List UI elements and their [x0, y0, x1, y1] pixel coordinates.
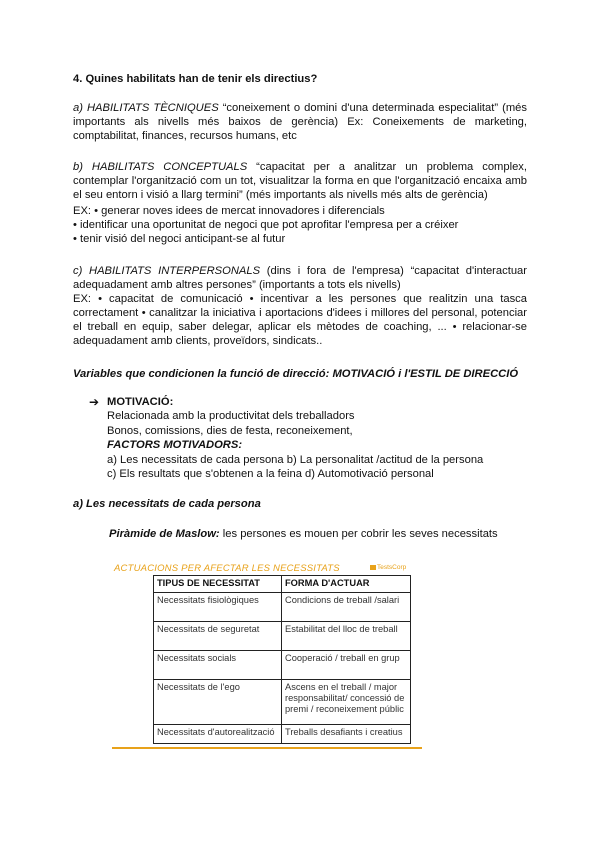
- necessitats-title: a) Les necessitats de cada persona: [73, 498, 261, 510]
- table-header-forma: FORMA D'ACTUAR: [282, 576, 411, 593]
- factors-line-1: a) Les necessitats de cada persona b) La personalitat /actitud de la persona: [107, 454, 484, 466]
- table-row: [154, 593, 411, 622]
- variables-title: Variables que condicionen la funció de direcció: MOTIVACIÓ i l'ESTIL DE DIRECCIÓ: [73, 368, 519, 380]
- table-cell: Condicions de treball /salari: [282, 593, 411, 622]
- logo: [370, 564, 406, 571]
- table-cell: Necessitats de l'ego: [154, 680, 282, 725]
- maslow-table-figure: [112, 563, 422, 749]
- habilitats-tecniques-label: a) HABILITATS TÈCNIQUES: [73, 102, 219, 114]
- table-caption: ACTUACIONS PER AFECTAR LES NECESSITATS: [114, 563, 340, 574]
- habilitats-interpersonals-text: (dins i fora de l'empresa) “capacitat d'interactuar adequadament amb altres persones” (importants a tots els nivells): [73, 265, 527, 291]
- maslow-text: les persones es mouen per cobrir les seves necessitats: [219, 528, 498, 540]
- table-row: [154, 680, 411, 725]
- table-row: [154, 725, 411, 744]
- habilitats-interpersonals: [73, 264, 527, 292]
- factors-heading: FACTORS MOTIVADORS:: [107, 439, 243, 451]
- habilitats-conceptuals-text: “capacitat per a analitzar un problema complex, contemplar l'organització com un tot, visualitzar la forma en que l'organització encaixa amb el seu entorn i visió a llarg termini” (més importants als nivells més alts de gerència): [73, 161, 527, 201]
- conceptuals-bullet-2: • tenir visió del negoci anticipant-se al futur: [73, 233, 286, 245]
- conceptuals-example: EX: • generar noves idees de mercat innovadores i diferencials: [73, 205, 385, 217]
- motivacio-line-1: Relacionada amb la productivitat dels treballadors: [107, 410, 355, 422]
- arrow-icon: ➔: [89, 395, 100, 409]
- maslow-label: Piràmide de Maslow:: [109, 528, 220, 540]
- motivacio-heading: MOTIVACIÓ:: [107, 396, 174, 408]
- table-cell: Ascens en el treball / major responsabilitat/ concessió de premi / reconeixement públic: [282, 680, 411, 725]
- table-header-tipus: TIPUS DE NECESSITAT: [154, 576, 282, 593]
- table-cell: Necessitats fisiològiques: [154, 593, 282, 622]
- motivacio-line-2: Bonos, comissions, dies de festa, reconeixement,: [107, 425, 353, 437]
- habilitats-conceptuals: [73, 160, 527, 202]
- table-cell: Necessitats socials: [154, 651, 282, 680]
- table-row: [154, 622, 411, 651]
- table-cell: Treballs desafiants i creatius: [282, 725, 411, 744]
- habilitats-interpersonals-label: c) HABILITATS INTERPERSONALS: [73, 265, 261, 277]
- table-cell: Necessitats d'autorealització: [154, 725, 282, 744]
- question-title: 4. Quines habilitats han de tenir els directius?: [73, 73, 318, 85]
- habilitats-conceptuals-label: b) HABILITATS CONCEPTUALS: [73, 161, 248, 173]
- interpersonals-example: EX: • capacitat de comunicació • incentivar a les persones que realitzin una tasca correctament • canalitzar la iniciativa i aportacions d'idees i millores del personal, potenciar el treball en equip, saber delegar, aplicar els mètodes de coaching, ... • relacionar-se adequadament amb clients, proveïdors, sindicats..: [73, 293, 527, 347]
- logo-icon: [370, 565, 376, 570]
- table-cell: Cooperació / treball en grup: [282, 651, 411, 680]
- factors-line-2: c) Els resultats que s'obtenen a la feina d) Automotivació personal: [107, 468, 434, 480]
- logo-text: TestsCorp: [377, 564, 407, 571]
- maslow-line: [109, 527, 498, 542]
- table-cell: Estabilitat del lloc de treball: [282, 622, 411, 651]
- habilitats-tecniques: [73, 101, 527, 143]
- table-row: [154, 651, 411, 680]
- habilitats-tecniques-text: “coneixement o domini d'una determinada especialitat” (més importants als nivells més baixos de gerència) Ex: Coneixements de marketing, comptabilitat, finances, recursos humans, etc: [73, 102, 527, 142]
- conceptuals-bullet-1: • identificar una oportunitat de negoci que pot aprofitar l'empresa per a créixer: [73, 219, 459, 231]
- table-bottom-rule: [112, 747, 422, 749]
- maslow-table: [153, 575, 411, 744]
- table-cell: Necessitats de seguretat: [154, 622, 282, 651]
